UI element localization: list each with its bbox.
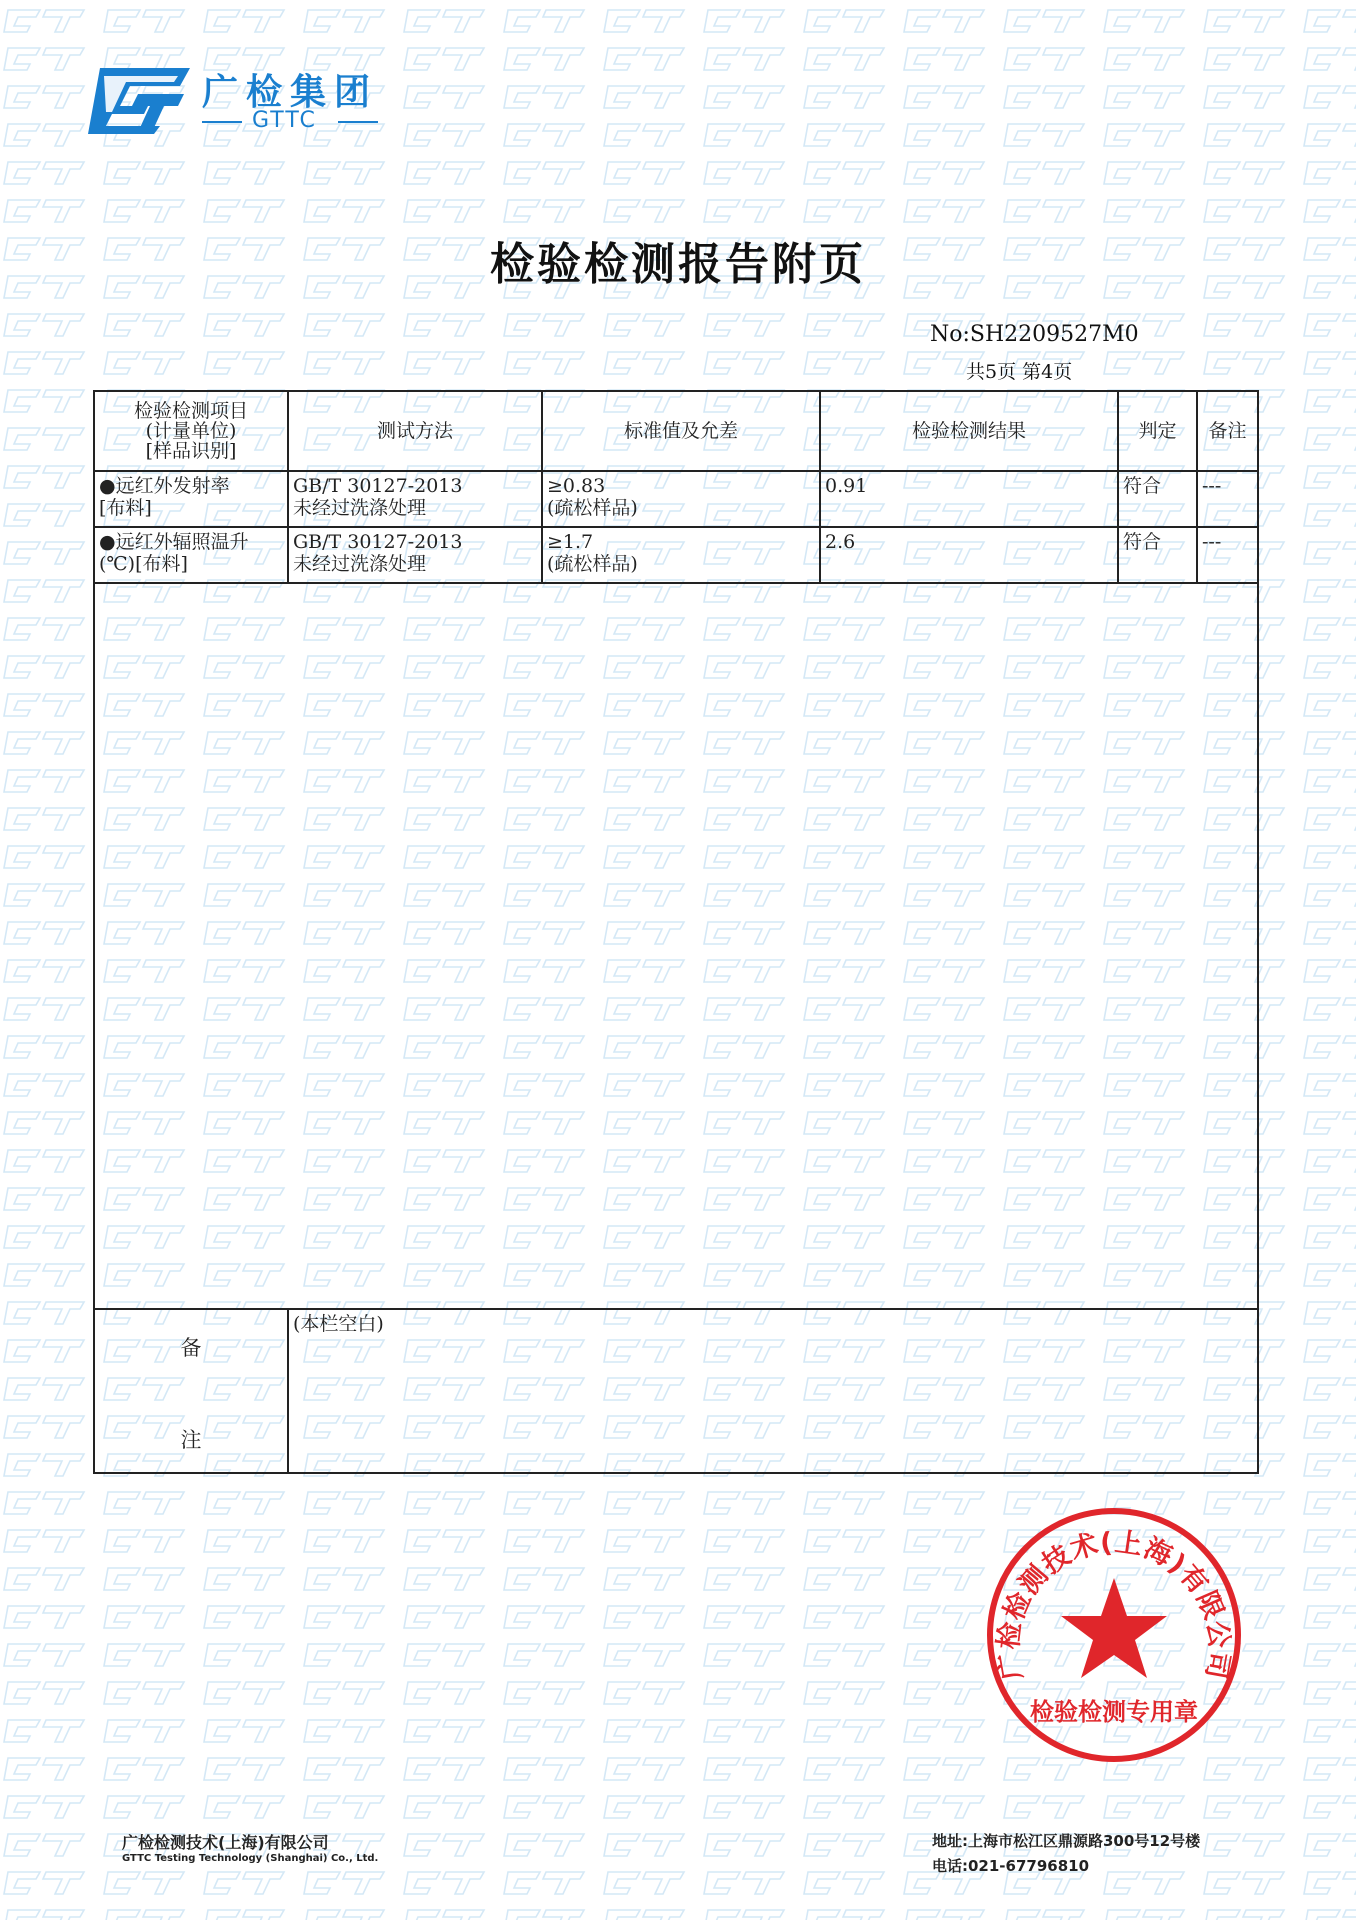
footer-address: 地址:上海市松江区鼎源路300号12号楼 (932, 1832, 1201, 1850)
official-seal (985, 1506, 1243, 1764)
row-standard (542, 471, 820, 527)
logo-divider-left (202, 121, 242, 123)
row-method (288, 471, 542, 527)
row-remark: --- (1197, 471, 1258, 527)
logo-divider-right (338, 121, 378, 123)
remarks-text: (本栏空白) (288, 1309, 1258, 1473)
row-standard-note: (疏松样品) (547, 553, 638, 575)
row-remark: --- (1197, 527, 1258, 583)
row-item-sample: [布料] (99, 497, 152, 519)
row-judgement: 符合 (1118, 471, 1197, 527)
table-row (94, 471, 1258, 527)
company-logo (86, 64, 406, 136)
row-method (288, 527, 542, 583)
footer-phone: 电话:021-67796810 (932, 1857, 1090, 1875)
logo-english-name: GTTC (252, 108, 317, 133)
row-standard-value: ≥1.7 (547, 531, 594, 553)
logo-chinese-name: 广检集团 (202, 72, 379, 113)
footer-company-en: GTTC Testing Technology (Shanghai) Co., Ltd. (122, 1853, 379, 1864)
header-item-line3: [样品识别] (145, 440, 237, 462)
seal-company-text: 广检检测技术(上海)有限公司 (993, 1526, 1235, 1683)
row-standard-note: (疏松样品) (547, 497, 638, 519)
header-item-line2: (计量单位) (145, 420, 237, 442)
row-item-name: ●远红外发射率 (99, 475, 230, 497)
remarks-label-bottom: 注 (180, 1428, 202, 1452)
row-standard-value: ≥0.83 (547, 475, 606, 497)
header-item-line1: 检验检测项目 (133, 400, 248, 422)
gttc-logo-icon (86, 64, 194, 136)
remarks-label-top: 备 (180, 1336, 202, 1360)
header-result: 检验检测结果 (820, 391, 1118, 471)
report-number: No:SH2209527M0 (930, 322, 1139, 347)
row-item-sample: (℃)[布料] (99, 553, 188, 575)
header-remark: 备注 (1197, 391, 1258, 471)
row-method-condition: 未经过洗涤处理 (293, 497, 427, 519)
table-empty-area (94, 583, 1258, 1309)
row-item-name: ●远红外辐照温升 (99, 531, 249, 553)
row-item (94, 471, 288, 527)
row-standard (542, 527, 820, 583)
remarks-label (94, 1309, 288, 1473)
row-method-standard: GB/T 30127-2013 (293, 531, 463, 553)
header-judgement: 判定 (1118, 391, 1197, 471)
row-method-condition: 未经过洗涤处理 (293, 553, 427, 575)
page-title: 检验检测报告附页 (490, 239, 866, 290)
header-item (94, 391, 288, 471)
row-result: 2.6 (820, 527, 1118, 583)
row-judgement: 符合 (1118, 527, 1197, 583)
header-standard: 标准值及允差 (542, 391, 820, 471)
row-result: 0.91 (820, 471, 1118, 527)
table-header-row (94, 391, 1258, 471)
remarks-row (94, 1309, 1258, 1473)
results-table (93, 390, 1259, 1474)
page-count: 共5页 第4页 (966, 361, 1073, 383)
table-row (94, 527, 1258, 583)
seal-bottom-text: 检验检测专用章 (1030, 1698, 1198, 1726)
row-item (94, 527, 288, 583)
header-method: 测试方法 (288, 391, 542, 471)
footer-company-cn: 广检检测技术(上海)有限公司 (122, 1833, 329, 1852)
row-method-standard: GB/T 30127-2013 (293, 475, 463, 497)
empty-cell (94, 583, 1258, 1309)
